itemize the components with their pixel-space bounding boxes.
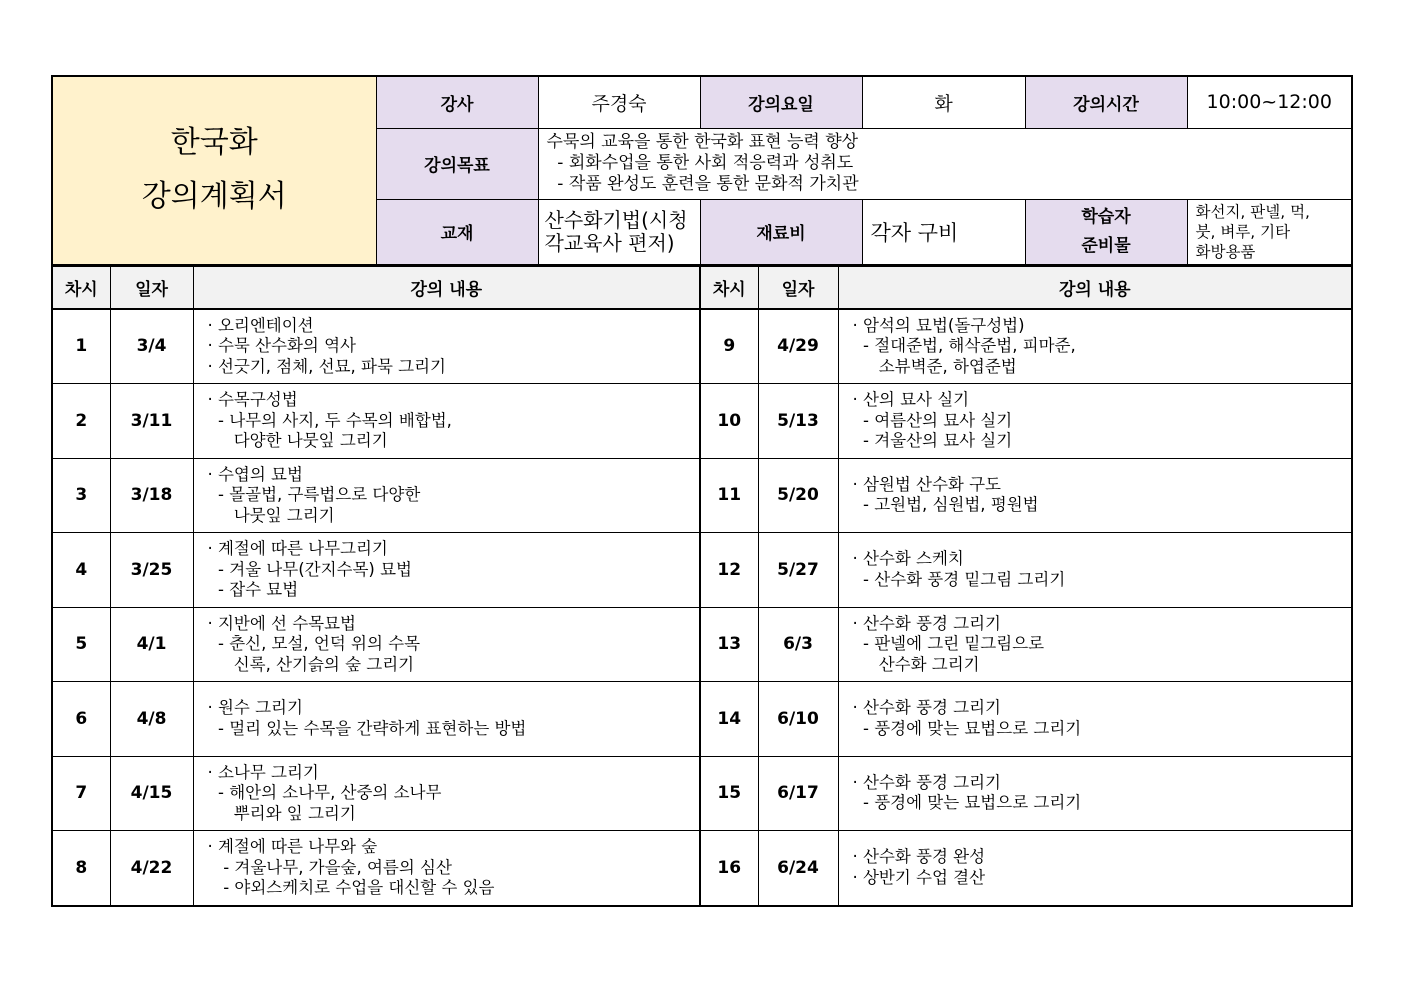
session-number: 15 <box>700 756 758 831</box>
day-label: 강의요일 <box>700 76 862 128</box>
content-line: - 고원법, 심원법, 평원법 <box>852 495 1039 515</box>
col-header-content: 강의 내용 <box>193 266 700 309</box>
session-number: 1 <box>52 309 110 384</box>
content-line: 산수화 그리기 <box>852 654 980 674</box>
session-number: 13 <box>700 607 758 682</box>
content-line: - 겨울산의 묘사 실기 <box>852 431 1013 450</box>
table-row <box>52 533 1352 608</box>
session-date: 3/18 <box>110 458 193 533</box>
prep-line: 붓, 벼루, 기타 <box>1195 222 1291 241</box>
textbook-label: 교재 <box>376 199 538 264</box>
content-line: - 멀리 있는 수목을 간략하게 표현하는 방법 <box>207 718 527 738</box>
content-line: · 산수화 풍경 완성 <box>852 847 986 867</box>
session-content <box>838 682 1352 757</box>
session-date: 3/11 <box>110 384 193 459</box>
content-line: · 계절에 따른 나무그리기 <box>207 539 388 558</box>
content-line: 신록, 산기슭의 숲 그리기 <box>207 654 415 674</box>
session-content <box>838 607 1352 682</box>
session-date: 6/17 <box>758 756 838 831</box>
session-number: 9 <box>700 309 758 384</box>
session-date: 6/3 <box>758 607 838 682</box>
header-table <box>51 75 1353 265</box>
table-row <box>52 458 1352 533</box>
session-content <box>193 831 700 906</box>
session-date: 4/1 <box>110 607 193 682</box>
table-row <box>52 682 1352 757</box>
content-line: - 여름산의 묘사 실기 <box>852 410 1013 430</box>
session-date: 3/25 <box>110 533 193 608</box>
prep-line: 화선지, 판넬, 먹, <box>1195 202 1310 221</box>
content-line: - 몰골법, 구륵법으로 다양한 <box>207 485 421 504</box>
session-content <box>193 682 700 757</box>
table-row <box>52 607 1352 682</box>
content-line: - 춘신, 모설, 언덕 위의 수목 <box>207 634 421 653</box>
session-content <box>838 756 1352 831</box>
content-line: - 해안의 소나무, 산중의 소나무 <box>207 783 442 802</box>
session-content <box>193 533 700 608</box>
course-title-line1: 한국화 <box>170 125 258 161</box>
session-content <box>193 458 700 533</box>
session-content <box>193 756 700 831</box>
lecture-plan-sheet <box>51 75 1351 907</box>
content-line: - 겨울 나무(간지수목) 묘법 <box>207 559 412 579</box>
time-value: 10:00~12:00 <box>1187 76 1352 128</box>
prep-label <box>1025 199 1187 264</box>
col-header-session: 차시 <box>700 266 758 309</box>
schedule-table <box>51 265 1353 907</box>
fee-value: 각자 구비 <box>862 199 1025 264</box>
session-date: 4/29 <box>758 309 838 384</box>
session-date: 4/22 <box>110 831 193 906</box>
content-line: · 산수화 스케치 <box>852 549 964 569</box>
table-row <box>52 756 1352 831</box>
session-number: 12 <box>700 533 758 608</box>
time-label: 강의시간 <box>1025 76 1187 128</box>
table-row <box>52 309 1352 384</box>
content-line: · 원수 그리기 <box>207 698 303 718</box>
session-content <box>838 384 1352 459</box>
session-date: 6/10 <box>758 682 838 757</box>
content-line: 뿌리와 잎 그리기 <box>207 803 356 823</box>
session-date: 5/20 <box>758 458 838 533</box>
content-line: · 산의 묘사 실기 <box>852 390 970 409</box>
session-date: 4/15 <box>110 756 193 831</box>
content-line: · 삼원법 산수화 구도 <box>852 474 1001 494</box>
session-date: 3/4 <box>110 309 193 384</box>
content-line: · 수엽의 묘법 <box>207 464 303 484</box>
session-date: 4/8 <box>110 682 193 757</box>
goal-line: - 회화수업을 통한 사회 적응력과 성취도 <box>546 153 854 173</box>
session-number: 8 <box>52 831 110 906</box>
course-title <box>52 76 376 264</box>
table-row <box>52 384 1352 459</box>
goal-line: - 작품 완성도 훈련을 통한 문화적 가치관 <box>546 174 859 194</box>
content-line: · 수목구성법 <box>207 390 298 409</box>
content-line: - 야외스케치로 수업을 대신할 수 있음 <box>207 878 495 897</box>
prep-label-line1: 학습자 <box>1081 206 1131 227</box>
session-number: 11 <box>700 458 758 533</box>
content-line: 소뷰벽준, 하엽준법 <box>852 356 1017 376</box>
content-line: · 산수화 풍경 그리기 <box>852 613 1001 633</box>
instructor-label: 강사 <box>376 76 538 128</box>
content-line: · 산수화 풍경 그리기 <box>852 772 1001 792</box>
session-content <box>838 458 1352 533</box>
content-line: · 암석의 묘법(돌구성법) <box>852 315 1025 335</box>
content-line: - 잡수 묘법 <box>207 580 299 599</box>
content-line: · 산수화 풍경 그리기 <box>852 698 1001 718</box>
col-header-session: 차시 <box>52 266 110 309</box>
prep-label-line2: 준비물 <box>1081 235 1131 256</box>
session-date: 6/24 <box>758 831 838 906</box>
session-content <box>838 309 1352 384</box>
textbook-value <box>538 199 700 264</box>
session-number: 7 <box>52 756 110 831</box>
session-number: 5 <box>52 607 110 682</box>
prep-line: 화방용품 <box>1195 242 1256 261</box>
session-date: 5/27 <box>758 533 838 608</box>
content-line: · 상반기 수업 결산 <box>852 867 986 887</box>
content-line: - 판넬에 그린 밑그림으로 <box>852 634 1045 653</box>
session-content <box>838 831 1352 906</box>
content-line: - 산수화 풍경 밑그림 그리기 <box>852 569 1066 589</box>
fee-label: 재료비 <box>700 199 862 264</box>
col-header-date: 일자 <box>110 266 193 309</box>
content-line: 다양한 나뭇잎 그리기 <box>207 431 388 450</box>
content-line: - 풍경에 맞는 묘법으로 그리기 <box>852 718 1082 738</box>
session-number: 3 <box>52 458 110 533</box>
goal-label: 강의목표 <box>376 128 538 199</box>
col-header-content: 강의 내용 <box>838 266 1352 309</box>
session-content <box>193 309 700 384</box>
session-number: 10 <box>700 384 758 459</box>
content-line: · 선긋기, 점체, 선묘, 파묵 그리기 <box>207 356 446 376</box>
session-number: 6 <box>52 682 110 757</box>
content-line: · 오리엔테이션 <box>207 315 314 335</box>
goal-value <box>538 128 1352 199</box>
col-header-date: 일자 <box>758 266 838 309</box>
textbook-line: 산수화기법(시청 <box>544 207 688 232</box>
content-line: - 풍경에 맞는 묘법으로 그리기 <box>852 793 1082 813</box>
prep-value <box>1187 199 1352 264</box>
content-line: - 겨울나무, 가을숲, 여름의 심산 <box>207 857 452 877</box>
course-title-line2: 강의계획서 <box>141 179 287 215</box>
content-line: · 계절에 따른 나무와 숲 <box>207 837 378 856</box>
session-date: 5/13 <box>758 384 838 459</box>
session-content <box>838 533 1352 608</box>
table-row <box>52 831 1352 906</box>
content-line: · 수묵 산수화의 역사 <box>207 336 356 355</box>
content-line: · 지반에 선 수목묘법 <box>207 613 356 633</box>
instructor-value: 주경숙 <box>538 76 700 128</box>
session-number: 16 <box>700 831 758 906</box>
day-value: 화 <box>862 76 1025 128</box>
session-number: 14 <box>700 682 758 757</box>
session-number: 2 <box>52 384 110 459</box>
content-line: - 나무의 사지, 두 수목의 배합법, <box>207 410 452 430</box>
content-line: · 소나무 그리기 <box>207 762 319 782</box>
session-number: 4 <box>52 533 110 608</box>
content-line: - 절대준법, 해삭준법, 피마준, <box>852 336 1076 355</box>
goal-line: 수묵의 교육을 통한 한국화 표현 능력 향상 <box>546 132 859 152</box>
content-line: 나뭇잎 그리기 <box>207 505 335 525</box>
textbook-line: 각교육사 편저) <box>544 230 675 255</box>
session-content <box>193 384 700 459</box>
session-content <box>193 607 700 682</box>
